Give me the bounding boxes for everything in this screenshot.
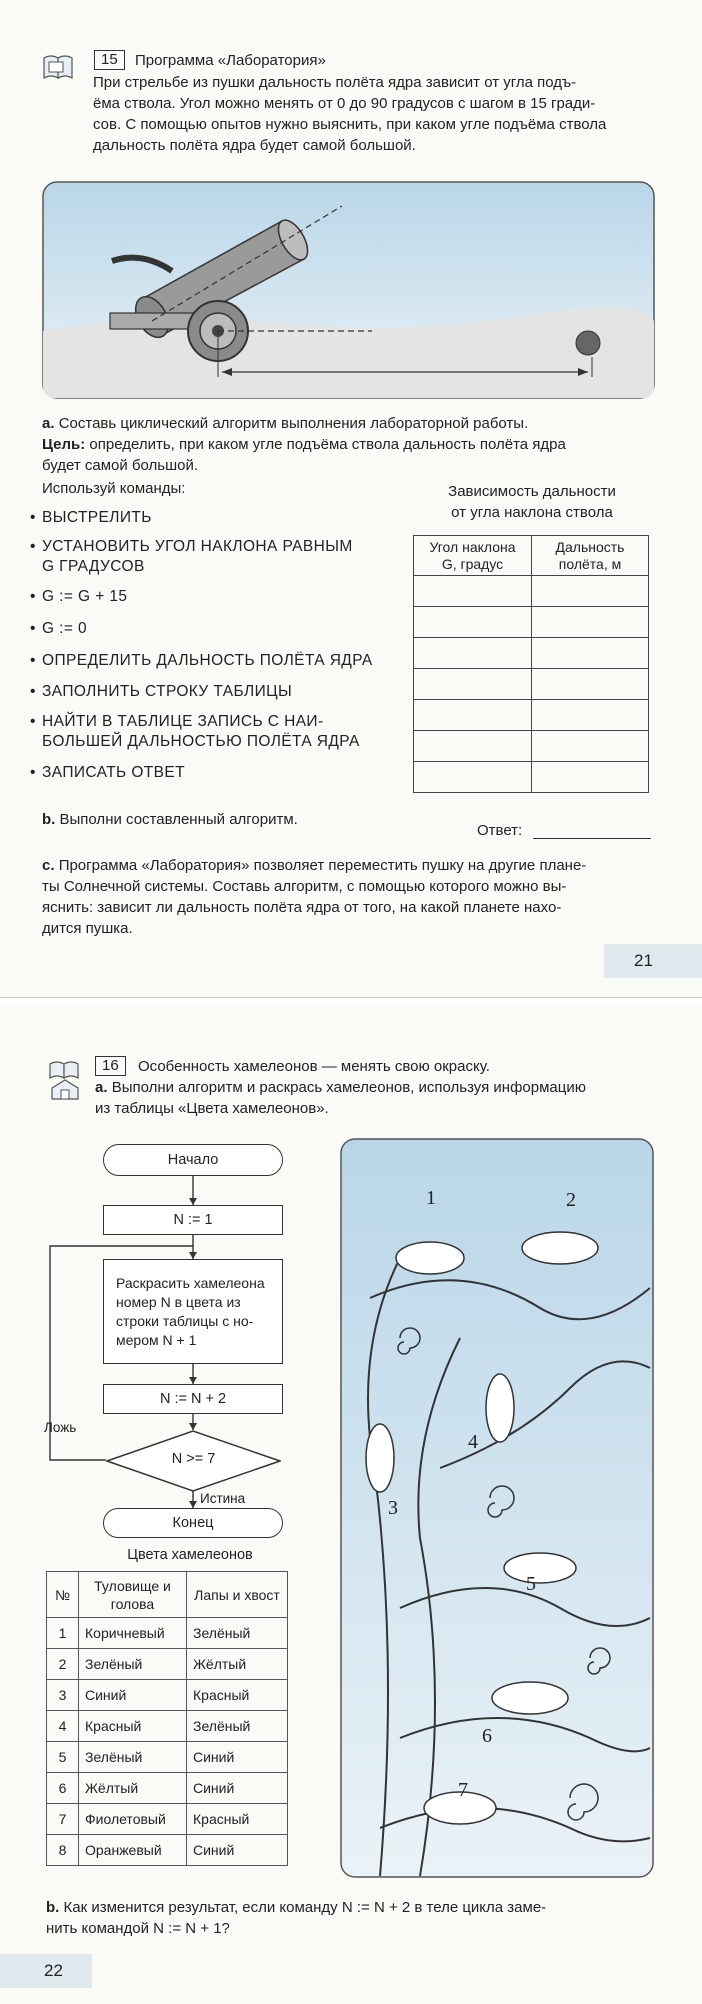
chameleons-illustration: [340, 1138, 654, 1878]
intro-line: сов. С помощью опытов нужно выяснить, при каком угле подъёма ствола: [93, 116, 607, 133]
part-c-line: яснить: зависит ли дальность полёта ядра от того, на какой планете нахо-: [42, 899, 562, 916]
command-item: • ЗАПОЛНИТЬ СТРОКУ ТАБЛИЦЫ: [42, 682, 402, 702]
command-item: • G := 0: [42, 619, 402, 639]
table-row: 2 Зелёный Жёлтый: [47, 1649, 288, 1680]
flowchart-condition: N >= 7: [171, 1451, 216, 1467]
chameleon-number: 2: [566, 1189, 576, 1211]
command-item: • ВЫСТРЕЛИТЬ: [42, 508, 402, 528]
cannon-illustration: [42, 181, 655, 399]
table-row[interactable]: [414, 638, 649, 669]
table-caption-line: Зависимость дальности: [448, 483, 616, 500]
command-item: • ОПРЕДЕЛИТЬ ДАЛЬНОСТЬ ПОЛЁТА ЯДРА: [42, 651, 402, 671]
colors-table: [46, 1571, 288, 1866]
answer-label: Ответ:: [477, 822, 523, 839]
part-c-line: дится пушка.: [42, 920, 133, 937]
flowchart-end: Конец: [103, 1508, 283, 1538]
action-line: Раскрасить хамелеона: [116, 1274, 265, 1291]
part-b-text-continued: нить командой N := N + 1?: [46, 1920, 230, 1937]
table-row: 4 Красный Зелёный: [47, 1711, 288, 1742]
flowchart-init: N := 1: [103, 1205, 283, 1235]
colors-table-caption: Цвета хамелеонов: [127, 1547, 253, 1563]
false-label: Ложь: [44, 1420, 77, 1435]
part-a-text: Выполни алгоритм и раскрась хамелеонов, используя информацию: [111, 1079, 586, 1096]
use-commands-label: Используй команды:: [42, 480, 186, 497]
chameleon-number: 1: [426, 1187, 436, 1209]
task-intro: [93, 72, 655, 156]
table-row[interactable]: [414, 762, 649, 793]
table-row[interactable]: [414, 700, 649, 731]
goal-text: определить, при каком угле подъёма ствола дальность полёта ядра: [89, 436, 566, 453]
action-line: номер N в цвета из: [116, 1293, 241, 1310]
colors-table-header: [47, 1572, 288, 1618]
range-table: [413, 535, 649, 793]
part-b-text: Как изменится результат, если команду N := N + 2 в теле цикла заме-: [63, 1899, 547, 1916]
flowchart-start: Начало: [103, 1144, 283, 1176]
part-b-label: b.: [46, 1899, 60, 1916]
page-22: [0, 1004, 702, 2004]
table-row: 8 Оранжевый Синий: [47, 1835, 288, 1866]
goal-text-continued: будет самой большой.: [42, 457, 199, 474]
table-row[interactable]: [414, 607, 649, 638]
header-distance: Дальность полёта, м: [532, 536, 649, 576]
answer-field[interactable]: [533, 838, 651, 839]
part-a-label: a.: [42, 415, 55, 432]
task-title: Программа «Лаборатория»: [135, 52, 326, 69]
table-caption-line: от угла наклона ствола: [451, 504, 613, 521]
book-computer-icon: [42, 52, 76, 80]
task-number: 15: [94, 50, 125, 70]
command-item: • ЗАПИСАТЬ ОТВЕТ: [42, 763, 402, 783]
command-item: [42, 712, 402, 752]
part-c-line: c. Программа «Лаборатория» позволяет переместить пушку на другие плане-: [42, 857, 587, 874]
flowchart-increment: N := N + 2: [103, 1384, 283, 1414]
page-number: 21: [604, 944, 702, 978]
command-text-cont: БОЛЬШЕЙ ДАЛЬНОСТЬЮ ПОЛЁТА ЯДРА: [42, 733, 360, 750]
command-item: • G := G + 15: [42, 587, 402, 607]
goal-label: Цель:: [42, 436, 86, 453]
command-text-cont: G ГРАДУСОВ: [42, 558, 145, 575]
table-row: 6 Жёлтый Синий: [47, 1773, 288, 1804]
flowchart-action: [103, 1259, 283, 1364]
col-body: Туловище и голова: [79, 1572, 187, 1618]
task-number: 16: [95, 1056, 126, 1076]
part-b-text: Выполни составленный алгоритм.: [59, 811, 298, 828]
table-row: 3 Синий Красный: [47, 1680, 288, 1711]
col-number: №: [47, 1572, 79, 1618]
command-text: • УСТАНОВИТЬ УГОЛ НАКЛОНА РАВНЫМ: [42, 538, 353, 555]
part-a: [95, 1077, 658, 1098]
table-row[interactable]: [414, 576, 649, 607]
chameleon-number: 4: [468, 1431, 478, 1453]
command-item: [42, 537, 402, 577]
table-row: 7 Фиолетовый Красный: [47, 1804, 288, 1835]
chameleon-number: 7: [458, 1779, 468, 1801]
table-row: 1 Коричневый Зелёный: [47, 1618, 288, 1649]
intro-line: При стрельбе из пушки дальность полёта ядра зависит от угла подъ-: [93, 74, 577, 91]
table-caption: [412, 481, 652, 523]
table-row[interactable]: [414, 669, 649, 700]
part-b-label: b.: [42, 811, 56, 828]
part-a-text: Составь циклический алгоритм выполнения лабораторной работы.: [58, 415, 529, 432]
intro-line: ёма ствола. Угол можно менять от 0 до 90 градусов с шагом в 15 гради-: [93, 95, 596, 112]
part-a: [42, 413, 655, 434]
intro-line: дальность полёта ядра будет самой большой.: [93, 137, 416, 154]
task-title: Особенность хамелеонов — менять свою окраску.: [138, 1058, 490, 1075]
part-c-line: ты Солнечной системы. Составь алгоритм, с помощью которого можно вы-: [42, 878, 567, 895]
part-a-label: a.: [95, 1079, 108, 1096]
table-row: 5 Зелёный Синий: [47, 1742, 288, 1773]
part-b: [42, 809, 298, 830]
part-b: [46, 1897, 654, 1918]
goal: [42, 434, 655, 455]
table-row[interactable]: [414, 731, 649, 762]
chameleon-number: 3: [388, 1497, 398, 1519]
command-text: • НАЙТИ В ТАБЛИЦЕ ЗАПИСЬ С НАИ-: [42, 713, 324, 730]
table-header-row: [414, 536, 649, 576]
part-a-text-continued: из таблицы «Цвета хамелеонов».: [95, 1100, 329, 1117]
chameleon-number: 6: [482, 1725, 492, 1747]
page-number: 22: [0, 1954, 92, 1988]
part-c: [42, 855, 655, 939]
col-legs: Лапы и хвост: [187, 1572, 288, 1618]
chameleon-number: 5: [526, 1573, 536, 1595]
action-line: строки таблицы с но-: [116, 1312, 254, 1329]
action-line: мером N + 1: [116, 1331, 197, 1348]
header-angle: Угол наклона G, градус: [414, 536, 532, 576]
book-house-icon: [48, 1058, 82, 1100]
page-21: [0, 0, 702, 998]
true-label: Истина: [200, 1491, 246, 1506]
